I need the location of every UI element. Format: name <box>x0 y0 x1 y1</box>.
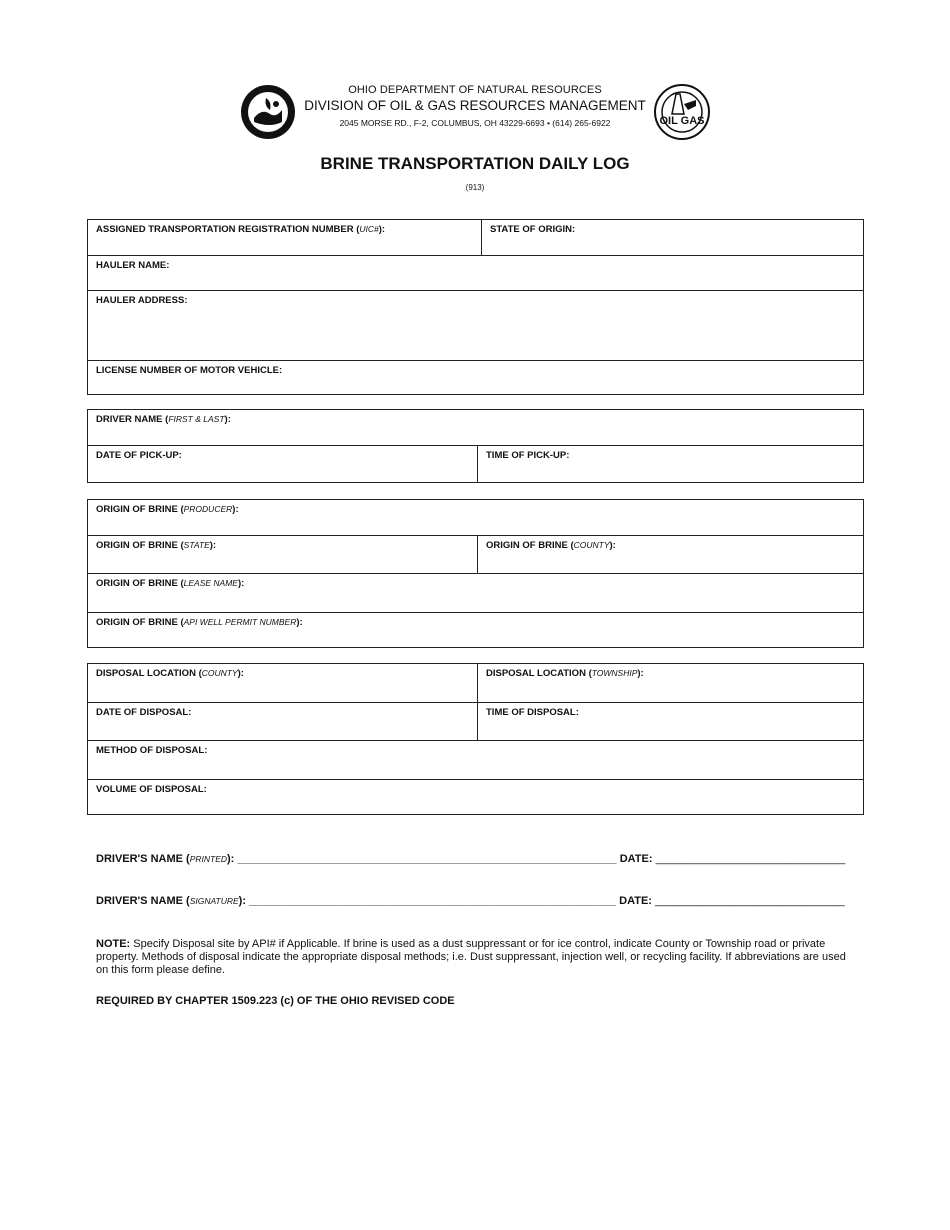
brine-origin-section <box>87 499 864 648</box>
origin-lease-label: ORIGIN OF BRINE (LEASE NAME): <box>96 578 245 589</box>
hauler-address-label: HAULER ADDRESS: <box>96 295 188 306</box>
hauler-info-section <box>87 219 864 395</box>
printed-date-line[interactable]: _______________________________ <box>655 853 846 865</box>
hauler-name-field[interactable] <box>88 256 863 290</box>
license-number-field[interactable] <box>88 361 863 394</box>
origin-state-label: ORIGIN OF BRINE (STATE): <box>96 540 217 551</box>
driver-section <box>87 409 864 483</box>
registration-number-field[interactable] <box>88 220 481 255</box>
date-disposal-field[interactable] <box>88 703 477 740</box>
time-pickup-field[interactable] <box>477 446 863 482</box>
date-disposal-label: DATE OF DISPOSAL: <box>96 707 192 718</box>
time-disposal-field[interactable] <box>477 703 863 740</box>
date-pickup-label: DATE OF PICK-UP: <box>96 450 182 461</box>
time-disposal-label: TIME OF DISPOSAL: <box>486 707 579 718</box>
volume-disposal-field[interactable] <box>88 780 863 814</box>
required-by-statement: REQUIRED BY CHAPTER 1509.223 (c) OF THE OHIO REVISED CODE <box>96 995 455 1007</box>
origin-api-field[interactable] <box>88 613 863 647</box>
department-name: OHIO DEPARTMENT OF NATURAL RESOURCES <box>348 84 602 96</box>
license-number-label: LICENSE NUMBER OF MOTOR VEHICLE: <box>96 365 283 376</box>
driver-name-field[interactable] <box>88 410 863 445</box>
signature-date-line[interactable]: _______________________________ <box>655 895 845 907</box>
oil-gas-seal-text: OIL GAS <box>659 115 705 127</box>
disposal-county-label: DISPOSAL LOCATION (COUNTY): <box>96 668 244 679</box>
driver-printed-name-line[interactable]: DRIVER'S NAME (PRINTED): ______________________________________________________________ DATE: _______________________________ <box>96 853 846 865</box>
state-of-origin-field[interactable] <box>481 220 863 255</box>
origin-producer-label: ORIGIN OF BRINE (PRODUCER): <box>96 504 239 515</box>
hauler-address-field[interactable] <box>88 291 863 360</box>
note-text: NOTE: Specify Disposal site by API# if Applicable. If brine is used as a dust suppressant or for ice control, indicate County or Township road or private property. Methods of disposal indicate the appropriate disposal methods; i.e. Dust suppressant, injection well, or recycling facility. If abbreviations are used on this form please define. <box>96 938 846 976</box>
driver-signature-line[interactable]: DRIVER'S NAME (SIGNATURE): ____________________________________________________________ DATE: _______________________________ <box>96 895 845 907</box>
disposal-section <box>87 663 864 815</box>
origin-lease-field[interactable] <box>88 574 863 612</box>
division-address: 2045 MORSE RD., F-2, COLUMBUS, OH 43229-6693 • (614) 265-6922 <box>339 118 611 128</box>
volume-disposal-label: VOLUME OF DISPOSAL: <box>96 784 207 795</box>
origin-state-field[interactable] <box>88 536 477 573</box>
method-disposal-label: METHOD OF DISPOSAL: <box>96 745 208 756</box>
date-pickup-field[interactable] <box>88 446 477 482</box>
origin-producer-field[interactable] <box>88 500 863 535</box>
state-of-origin-label: STATE OF ORIGIN: <box>490 224 576 235</box>
driver-name-label: DRIVER NAME (FIRST & LAST): <box>96 414 231 425</box>
origin-county-label: ORIGIN OF BRINE (COUNTY): <box>486 540 616 551</box>
form-title: BRINE TRANSPORTATION DAILY LOG <box>320 154 630 173</box>
disposal-county-field[interactable] <box>88 664 477 702</box>
origin-api-label: ORIGIN OF BRINE (API WELL PERMIT NUMBER): <box>96 617 303 628</box>
origin-county-field[interactable] <box>477 536 863 573</box>
registration-number-label: ASSIGNED TRANSPORTATION REGISTRATION NUMBER (UIC#): <box>96 224 386 235</box>
disposal-township-field[interactable] <box>477 664 863 702</box>
hauler-name-label: HAULER NAME: <box>96 260 170 271</box>
header <box>0 82 950 128</box>
method-disposal-field[interactable] <box>88 741 863 779</box>
time-pickup-label: TIME OF PICK-UP: <box>486 450 570 461</box>
form-number: (913) <box>465 183 485 192</box>
note-label: NOTE: <box>96 938 131 950</box>
disposal-township-label: DISPOSAL LOCATION (TOWNSHIP): <box>486 668 644 679</box>
division-name: DIVISION OF OIL & GAS RESOURCES MANAGEMENT <box>304 98 646 113</box>
